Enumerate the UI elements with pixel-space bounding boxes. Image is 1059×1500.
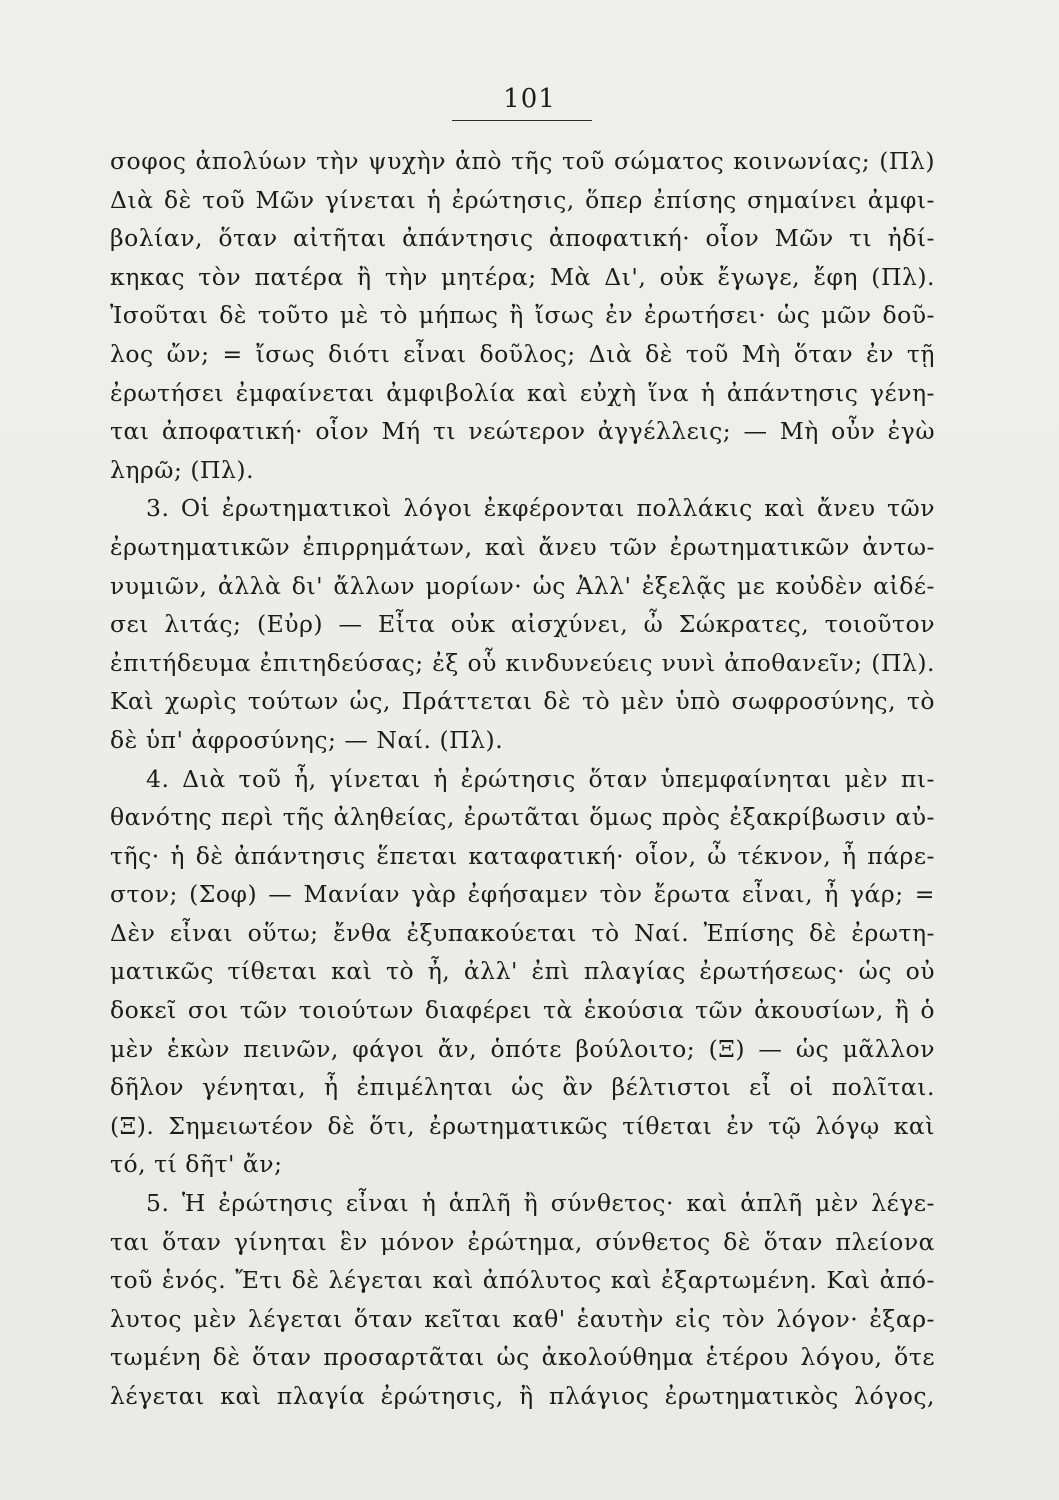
text-line: ται ἀποφατική· οἷον Μή τι νεώτερον ἀγγέλλεις; — Μὴ οὖν ἐγὼ — [110, 417, 935, 446]
text-line: ἐρωτηματικῶν ἐπιρρημάτων, καὶ ἄνευ τῶν ἐρωτηματικῶν ἀντω- — [110, 532, 935, 561]
page-number: 101 — [503, 84, 556, 114]
text-line: τωμένη δὲ ὅταν προσαρτᾶται ὡς ἀκολούθημα ἑτέρου λόγου, ὅτε — [110, 1343, 935, 1372]
text-line: Δὲν εἶναι οὕτω; ἔνθα ἐξυπακούεται τὸ Ναί. Ἐπίσης δὲ ἐρωτη- — [110, 918, 935, 947]
text-line: ματικῶς τίθεται καὶ τὸ ἦ, ἀλλ' ἐπὶ πλαγίας ἐρωτήσεως· ὡς οὐ — [110, 957, 935, 986]
body-text — [110, 142, 935, 1416]
text-line: δῆλον γένηται, ἦ ἐπιμέληται ὡς ἂν βέλτιστοι εἶ οἱ πολῖται. — [110, 1073, 935, 1102]
text-line: τῆς· ἡ δὲ ἀπάντησις ἕπεται καταφατική· οἷον, ὦ τέκνον, ἦ πάρε- — [110, 841, 935, 870]
text-line: στον; (Σοφ) — Μανίαν γὰρ ἐφήσαμεν τὸν ἔρωτα εἶναι, ἦ γάρ; = — [110, 880, 935, 909]
text-line: ἐρωτήσει ἐμφαίνεται ἀμφιβολία καὶ εὐχὴ ἵνα ἡ ἀπάντησις γένη- — [110, 378, 935, 407]
text-line: σει λιτάς; (Εὐρ) — Εἶτα οὐκ αἰσχύνει, ὦ Σώκρατες, τοιοῦτον — [110, 610, 935, 639]
text-line: λέγεται καὶ πλαγία ἐρώτησις, ἢ πλάγιος ἐρωτηματικὸς λόγος, — [110, 1382, 935, 1410]
text-line: λος ὤν; = ἴσως διότι εἶναι δοῦλος; Διὰ δὲ τοῦ Μὴ ὅταν ἐν τῇ — [110, 339, 935, 368]
text-line: Καὶ χωρὶς τούτων ὡς, Πράττεται δὲ τὸ μὲν ὑπὸ σωφροσύνης, τὸ — [110, 687, 935, 716]
text-line: ται ὅταν γίνηται ἓν μόνον ἐρώτημα, σύνθετος δὲ ὅταν πλείονα — [110, 1227, 935, 1256]
text-line: κηκας τὸν πατέρα ἢ τὴν μητέρα; Μὰ Δι', οὐκ ἔγωγε, ἔφη (Πλ). — [110, 262, 935, 291]
text-line: δὲ ὑπ' ἀφροσύνης; — Ναί. (Πλ). — [110, 725, 504, 754]
text-line: λυτος μὲν λέγεται ὅταν κεῖται καθ' ἑαυτὴν εἰς τὸν λόγον· ἐξαρ- — [110, 1304, 935, 1333]
text-line: σοφος ἀπολύων τὴν ψυχὴν ἀπὸ τῆς τοῦ σώματος κοινωνίας; (Πλ) — [110, 147, 935, 175]
text-line: (Ξ). Σημειωτέον δὲ ὅτι, ἐρωτηματικῶς τίθεται ἐν τῷ λόγῳ καὶ — [110, 1111, 935, 1140]
text-line: νυμιῶν, ἀλλὰ δι' ἄλλων μορίων· ὡς Ἀλλ' ἐξελᾷς με κοὐδὲν αἰδέ- — [110, 571, 935, 600]
text-line: θανότης περὶ τῆς ἀληθείας, ἐρωτᾶται ὅμως πρὸς ἐξακρίβωσιν αὐ- — [110, 803, 935, 832]
text-line: ληρῶ; (Πλ). — [110, 455, 255, 484]
text-line: 3. Οἱ ἐρωτηματικοὶ λόγοι ἐκφέρονται πολλάκις καὶ ἄνευ τῶν — [146, 494, 935, 523]
text-line: τοῦ ἑνός. Ἔτι δὲ λέγεται καὶ ἀπόλυτος καὶ ἐξαρτωμένη. Καὶ ἀπό- — [110, 1266, 935, 1295]
text-line: βολίαν, ὅταν αἰτῆται ἀπάντησις ἀποφατική· οἷον Μῶν τι ἠδί- — [110, 224, 935, 253]
text-line: ἐπιτήδευμα ἐπιτηδεύσας; ἐξ οὗ κινδυνεύεις νυνὶ ἀποθανεῖν; (Πλ). — [110, 648, 935, 677]
text-line: Διὰ δὲ τοῦ Μῶν γίνεται ἡ ἐρώτησις, ὅπερ ἐπίσης σημαίνει ἀμφι- — [110, 185, 935, 214]
text-line: Ἰσοῦται δὲ τοῦτο μὲ τὸ μήπως ἢ ἴσως ἐν ἐρωτήσει· ὡς μῶν δοῦ- — [110, 301, 935, 330]
text-line: δοκεῖ σοι τῶν τοιούτων διαφέρει τὰ ἑκούσια τῶν ἀκουσίων, ἢ ὁ — [110, 996, 935, 1025]
text-line: τό, τί δῆτ' ἄν; — [110, 1150, 283, 1179]
header-rule — [452, 120, 592, 121]
text-line: 4. Διὰ τοῦ ἦ, γίνεται ἡ ἐρώτησις ὅταν ὑπεμφαίνηται μὲν πι- — [146, 764, 935, 793]
text-line: 5. Ἡ ἐρώτησις εἶναι ἡ ἁπλῆ ἢ σύνθετος· καὶ ἁπλῆ μὲν λέγε- — [146, 1189, 935, 1218]
text-line: μὲν ἑκὼν πεινῶν, φάγοι ἄν, ὁπότε βούλοιτο; (Ξ) — ὡς μᾶλλον — [110, 1034, 935, 1063]
